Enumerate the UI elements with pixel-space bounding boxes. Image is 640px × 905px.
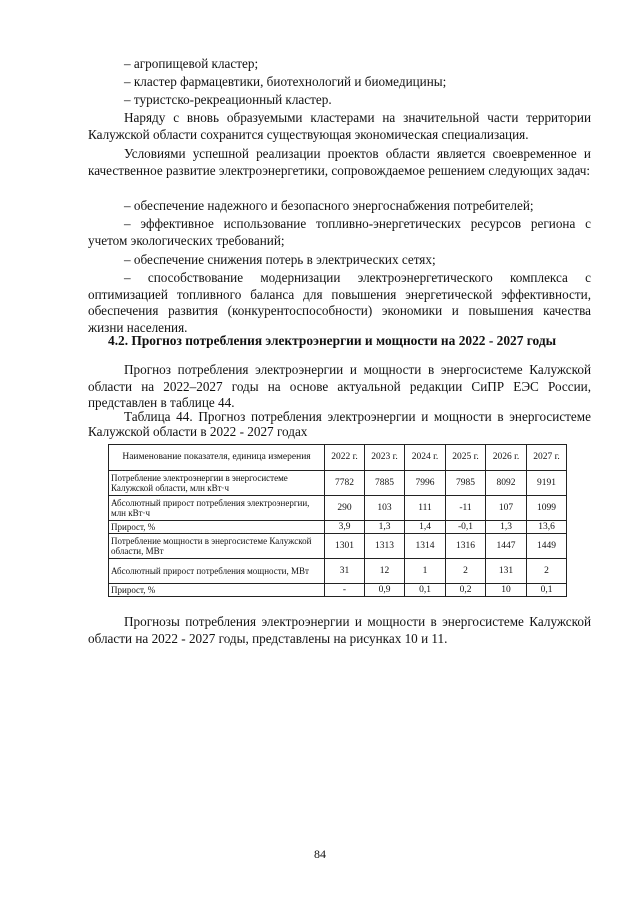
cell-value: 9191 (527, 471, 567, 496)
table-caption: Таблица 44. Прогноз потребления электроэнергии и мощности в энергосистеме Калужской области в 2022 - 2027 годах (88, 409, 591, 439)
task-item-supply: – обеспечение надежного и безопасного энергоснабжения потребителей; (124, 198, 534, 213)
header-year: 2024 г. (405, 445, 446, 471)
list-item-pharma: – кластер фармацевтики, биотехнологий и биомедицины; (124, 74, 447, 89)
cell-value: 1313 (365, 534, 405, 559)
table-row (109, 471, 567, 496)
cell-value: 1,4 (405, 521, 446, 534)
paragraph-specialization: Наряду с вновь образуемыми кластерами на значительной части территории Калужской области сохранится существующая экономическая специализация. (88, 110, 591, 142)
row-name: Прирост, % (109, 584, 325, 597)
table-row (109, 496, 567, 521)
header-name: Наименование показателя, единица измерения (109, 445, 325, 471)
forecast-table (108, 444, 567, 597)
cell-value: 0,9 (365, 584, 405, 597)
cell-value: 0,1 (405, 584, 446, 597)
cell-value: 103 (365, 496, 405, 521)
table-row (109, 584, 567, 597)
cell-value: 10 (486, 584, 527, 597)
cell-value: 1 (405, 559, 446, 584)
cell-value: - (325, 584, 365, 597)
paragraph-conditions: Условиями успешной реализации проектов области является своевременное и качественное развитие электроэнергетики, сопровождаемое решением следующих задач: (88, 146, 591, 178)
cell-value: 13,6 (527, 521, 567, 534)
table-row (109, 559, 567, 584)
cell-value: 290 (325, 496, 365, 521)
task-item-efficiency: – эффективное использование топливно-энергетических ресурсов региона с учетом экологических требований; (88, 216, 591, 248)
paragraph-figures: Прогнозы потребления электроэнергии и мощности в энергосистеме Калужской области на 2022 - 2027 годы, представлены на рисунках 10 и 11. (88, 614, 591, 646)
task-item-modernization: – способствование модернизации электроэнергетического комплекса с оптимизацией топливного баланса для повышения энергетической эффективности, обеспечения развития (конкурентоспособности) экономики и повышения качества жизни населения. (88, 270, 591, 335)
header-year: 2022 г. (325, 445, 365, 471)
cell-value: 111 (405, 496, 446, 521)
cell-value: 0,2 (446, 584, 486, 597)
paragraph-forecast: Прогноз потребления электроэнергии и мощности в энергосистеме Калужской области на 2022–2027 годы на основе актуальной редакции СиПР ЕЭС России, представлен в таблице 44. (88, 362, 591, 411)
cell-value: 1449 (527, 534, 567, 559)
cell-value: 7885 (365, 471, 405, 496)
cell-value: 7782 (325, 471, 365, 496)
task-item-losses: – обеспечение снижения потерь в электрических сетях; (124, 252, 436, 267)
table-header-row (109, 445, 567, 471)
header-year: 2023 г. (365, 445, 405, 471)
cell-value: 7985 (446, 471, 486, 496)
table-row (109, 534, 567, 559)
cell-value: 12 (365, 559, 405, 584)
row-name: Прирост, % (109, 521, 325, 534)
page-number: 84 (314, 847, 326, 861)
list-item-agro: – агропищевой кластер; (124, 56, 259, 71)
cell-value: 3,9 (325, 521, 365, 534)
header-year: 2026 г. (486, 445, 527, 471)
row-name: Потребление мощности в энергосистеме Калужской области, МВт (109, 534, 325, 559)
cell-value: -0,1 (446, 521, 486, 534)
list-item-tourism: – туристско-рекреационный кластер. (124, 92, 332, 107)
cell-value: 1314 (405, 534, 446, 559)
cell-value: 31 (325, 559, 365, 584)
cell-value: 2 (446, 559, 486, 584)
header-year: 2027 г. (527, 445, 567, 471)
cell-value: 8092 (486, 471, 527, 496)
section-heading: 4.2. Прогноз потребления электроэнергии и мощности на 2022 - 2027 годы (108, 333, 557, 348)
cell-value: 107 (486, 496, 527, 521)
cell-value: 1099 (527, 496, 567, 521)
cell-value: 1316 (446, 534, 486, 559)
cell-value: 1,3 (365, 521, 405, 534)
cell-value: 1301 (325, 534, 365, 559)
table-row (109, 521, 567, 534)
cell-value: -11 (446, 496, 486, 521)
cell-value: 1,3 (486, 521, 527, 534)
cell-value: 131 (486, 559, 527, 584)
row-name: Потребление электроэнергии в энергосистеме Калужской области, млн кВт·ч (109, 471, 325, 496)
row-name: Абсолютный прирост потребления мощности, МВт (109, 559, 325, 584)
row-name: Абсолютный прирост потребления электроэнергии, млн кВт·ч (109, 496, 325, 521)
cell-value: 7996 (405, 471, 446, 496)
header-year: 2025 г. (446, 445, 486, 471)
cell-value: 1447 (486, 534, 527, 559)
cell-value: 0,1 (527, 584, 567, 597)
cell-value: 2 (527, 559, 567, 584)
